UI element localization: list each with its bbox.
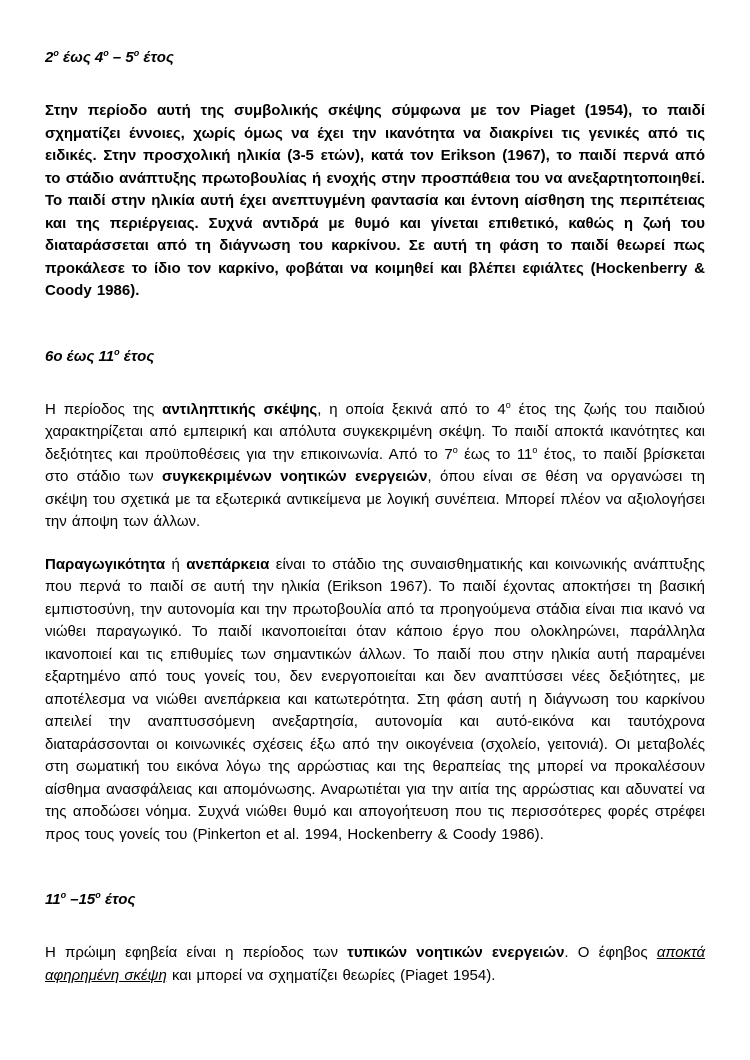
text-run: τυπικών νοητικών ενεργειών <box>347 944 565 961</box>
text-run: ανεπάρκεια <box>186 555 270 573</box>
text-run: αντιληπτικής σκέψης <box>162 400 318 418</box>
section-heading <box>45 347 705 367</box>
text-run: ή <box>165 555 187 573</box>
text-run: έτος της ζωής του παιδιού χαρακτηρίζεται από εμπειρική και απόλυτα συγκεκριμένη σκέψη. Το παιδί αποκτά ικανότητες και δεξιότητες και προϋποθέσεις για την επικοινωνία. Από το 7 <box>45 400 706 463</box>
text-run: έτος <box>119 347 155 365</box>
paragraph <box>45 554 705 847</box>
ordinal-superscript: ο <box>133 48 140 58</box>
text-run: έτος <box>139 49 174 66</box>
section-1 <box>45 48 705 303</box>
text-run: 6ο έως 11 <box>45 347 115 365</box>
ordinal-superscript: ο <box>60 890 67 900</box>
text-run: έτος, το παιδί βρίσκεται στο στάδιο των <box>45 445 705 485</box>
ordinal-superscript: ο <box>114 346 120 357</box>
text-run: έως το 11 <box>457 445 533 463</box>
text-run: είναι το στάδιο της συναισθηματικής και κοινωνικής ανάπτυξης που περνά το παιδί σε αυτή την ηλικία (Erikson 1967). Το παιδί έχοντας αποκτήσει τη βασική εμπιστοσύνη, την αυτονομία και την πρωτοβουλία από τα προηγούμενα στάδια είναι πια ικανό να νιώθει παραγωγικό. Το παιδί ικανοποιείται όταν κάποιο έργο που ολοκληρώνει, παράλληλα ικανοποιεί και τις επιθυμίες των σημαντικών άλλων. Το παιδί που στην ηλικία αυτή παραμένει εξαρτημένο από τους γονείς του, δεν ενεργοποιείται και δεν αναπτύσσει νέες δεξιότητες, με αποτέλεσμα να νιώθει ανεπάρκεια και κατωτερότητα. Στη φάση αυτή η διάγνωση του καρκίνου απειλεί την αναπτυσσόμενη ανεξαρτησία, αυτονομία και αυτό-εικόνα και ταυτόχρονα διαταράσσονται οι κοινωνικές σχέσεις έξω από την οικογένεια (σχολείο, γειτονιά). Οι μεταβολές στη σωματική του εικόνα λόγω της αρρώστιας και της θεραπείας της μπορεί να προκαλέσουν αίσθημα ανασφάλειας και απομόνωσης. Αναρωτιέται για την αιτία της αρρώστιας και αδυνατεί να της αποδώσει νόημα. Συχνά νιώθει θυμό και απογοήτευση που τις περισσότερες φορές στρέφει προς τους γονείς του (Pinkerton et al. 1994, Hockenberry & Coody 1986). <box>45 555 705 843</box>
ordinal-superscript: ο <box>95 890 101 900</box>
text-run: έτος <box>100 891 136 908</box>
text-run: –15 <box>66 891 96 908</box>
text-run: συγκεκριμένων νοητικών ενεργειών <box>161 468 428 485</box>
document-content <box>45 48 705 987</box>
text-run: 2 <box>45 49 54 66</box>
section-heading <box>45 890 705 910</box>
text-run: , όπου είναι σε θέση να οργανώσει τη σκέψη του σχετικά με τα εξωτερικά αντικείμενα με λογική συνέπεια. Μπορεί πλέον να αξιολογήσει την άποψη των άλλων. <box>45 468 705 530</box>
text-run: Η περίοδος της <box>45 400 163 418</box>
text-run: , η οποία ξεκινά από το 4 <box>317 400 506 418</box>
paragraph <box>45 100 705 303</box>
text-run: 11 <box>45 891 61 908</box>
text-run: – 5 <box>108 49 134 66</box>
text-run: Η πρώιμη εφηβεία είναι η περίοδος των <box>45 944 348 961</box>
text-run: Παραγωγικότητα <box>45 555 166 573</box>
text-run: . Ο έφηβος <box>564 944 657 961</box>
section-heading <box>45 48 705 68</box>
text-run: και μπορεί να σχηματίζει θεωρίες (Piaget 1954). <box>166 966 496 984</box>
section-2 <box>45 347 705 847</box>
ordinal-superscript: ο <box>452 444 458 455</box>
paragraph <box>45 399 705 534</box>
text-run: έως 4 <box>58 49 104 66</box>
ordinal-superscript: ο <box>532 444 538 455</box>
text-run: αποκτά αφηρημένη σκέψη <box>45 944 705 984</box>
paragraph <box>45 942 705 987</box>
section-3 <box>45 890 705 987</box>
ordinal-superscript: ο <box>103 48 109 58</box>
ordinal-superscript: ο <box>505 399 511 410</box>
ordinal-superscript: ο <box>53 48 59 58</box>
text-run: Στην περίοδο αυτή της συμβολικής σκέψης σύμφωνα με τον Piaget (1954), το παιδί σχηματίζει έννοιες, χωρίς όμως να έχει την ικανότητα να διακρίνει τις γενικές από τις ειδικές. Στην προσχολική ηλικία (3-5 ετών), κατά τον Erikson (1967), το παιδί περνά από το στάδιο ανάπτυξης πρωτοβουλίας ή ενοχής στην προσπάθεια του να ανεξαρτητοποιηθεί. Το παιδί στην ηλικία αυτή έχει ανεπτυγμένη φαντασία και έντονη αίσθηση της περιπέτειας και της περιέργειας. Συχνά αντιδρά με θυμό και γίνεται επιθετικό, καθώς η ζωή του διαταράσσεται από τη διάγνωση του καρκίνου. Σε αυτή τη φάση το παιδί θεωρεί πως προκάλεσε το ίδιο τον καρκίνο, φοβάται να κοιμηθεί και βλέπει εφιάλτες (Hockenberry & Coody 1986). <box>45 102 705 299</box>
